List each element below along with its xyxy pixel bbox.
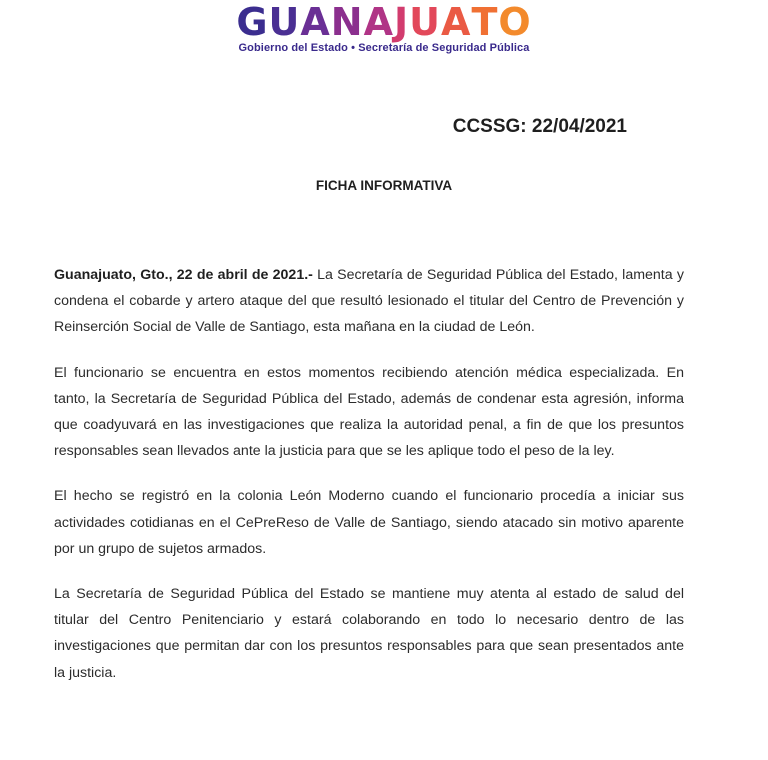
document-title: FICHA INFORMATIVA <box>315 178 453 193</box>
logo-letter: A <box>363 0 395 44</box>
logo-letter: G <box>236 0 269 44</box>
reference-code: CCSSG: 22/04/2021 <box>452 116 627 137</box>
paragraph-text: El funcionario se encuentra en estos momentos recibiendo atención médica especializada. En tanto, la Secretaría de Seguridad Pública del Estado, además de condenar esta agresión, informa que coadyuvará en las investigaciones que realiza la autoridad penal, a fin de que los presuntos responsables sean llevados ante la justicia para que se les aplique todo el peso de la ley. <box>54 364 684 460</box>
paragraph-text: La Secretaría de Seguridad Pública del Estado, lamenta y condena el cobarde y artero ataque del que resultó lesionado el titular del Centro de Prevención y Reinserción Social de Valle de Santiago, esta mañana en la ciudad de León. <box>54 267 684 336</box>
paragraph-text: La Secretaría de Seguridad Pública del Estado se mantiene muy atenta al estado de salud del titular del Centro Penitenciario y estará colaborando en todo lo necesario dentro de las investigaciones que permitan dar con los presuntos responsables para que sean presentados ante la justicia. <box>54 586 684 681</box>
logo-letter: U <box>409 0 442 44</box>
logo-letter: J <box>394 0 410 44</box>
paragraph-text: El hecho se registró en la colonia León Moderno cuando el funcionario procedía a iniciar sus actividades cotidianas en el CePreReso de Valle de Santiago, siendo atacado sin motivo aparente por un grupo de sujetos armados. <box>54 488 684 557</box>
letterhead <box>0 0 768 62</box>
paragraph-1 <box>54 262 684 341</box>
logo-letter: N <box>330 0 364 44</box>
guanajuato-logo <box>0 0 768 44</box>
paragraph-3 <box>54 483 684 562</box>
logo-letter: U <box>268 0 301 44</box>
logo-letter: A <box>300 0 331 44</box>
logo-letter: O <box>498 0 532 44</box>
document-body <box>54 262 684 705</box>
logo-subtitle: Gobierno del Estado • Secretaría de Seguridad Pública <box>238 42 530 54</box>
logo-letter: A <box>441 0 472 44</box>
dateline: Guanajuato, Gto., 22 de abril de 2021.- <box>54 267 313 283</box>
paragraph-4 <box>54 581 684 686</box>
paragraph-2 <box>54 360 684 465</box>
logo-letter: T <box>471 0 499 44</box>
